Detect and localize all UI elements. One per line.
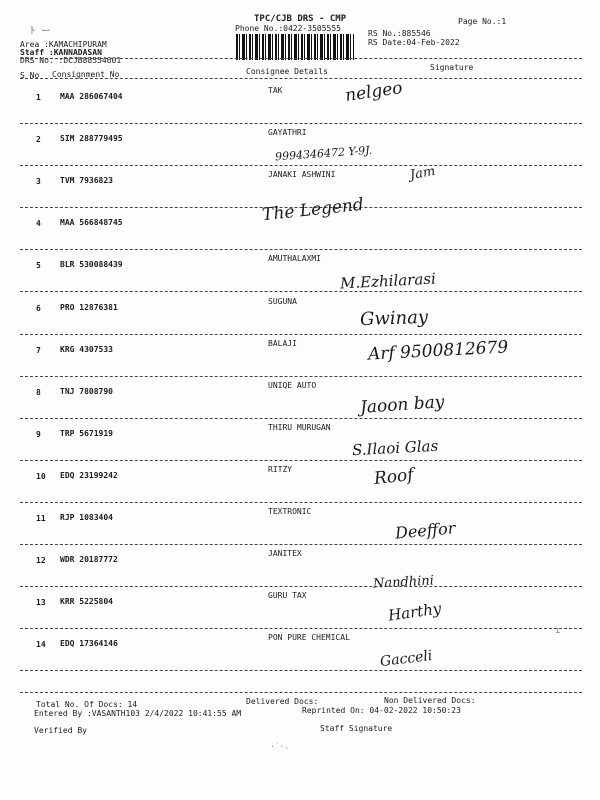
row-divider [20, 376, 582, 377]
row-consignee: SUGUNA [268, 296, 297, 306]
row-consignee: UNIQE AUTO [268, 380, 317, 390]
row-divider [20, 123, 582, 124]
row-divider [20, 670, 582, 671]
row-consignment-no: TRP 5671919 [60, 428, 113, 438]
row-sno: 13 [36, 598, 46, 608]
row-consignee: PON PURE CHEMICAL [268, 633, 350, 643]
row-sno: 10 [36, 471, 46, 481]
row-consignment-no: SIM 288779495 [60, 134, 123, 144]
row-consignee: TAK [268, 86, 283, 95]
row-sno: 11 [36, 514, 46, 523]
row-divider [20, 291, 582, 292]
col-consignment: Consignment No [52, 70, 120, 79]
row-consignment-no: EDQ 17364146 [60, 639, 118, 649]
row-divider [20, 418, 582, 419]
row-consignee: GURU TAX [268, 591, 307, 601]
row-consignee: TEXTRONIC [268, 507, 312, 516]
row-divider [20, 460, 582, 461]
row-sno: 8 [36, 387, 41, 397]
row-sno: 7 [36, 345, 41, 355]
col-signature: Signature [430, 63, 474, 72]
row-sno: 9 [36, 429, 41, 439]
ink-mark: ı [555, 626, 561, 636]
row-sno: 4 [36, 219, 41, 229]
phone-number: Phone No.:0422-3505555 [235, 24, 341, 33]
row-consignment-no: TNJ 7808790 [60, 386, 113, 396]
row-divider [20, 544, 582, 545]
page-number: Page No.:1 [458, 17, 507, 26]
row-consignee: THIRU MURUGAN [268, 422, 331, 432]
footer-divider [20, 692, 582, 693]
row-signature: Nandhini [372, 573, 435, 592]
row-divider [20, 502, 582, 503]
row-consignment-no: KRR 5225804 [60, 597, 113, 607]
row-signature: Jaoon bay [359, 391, 446, 418]
reprinted-on: Reprinted On: 04-02-2022 10:50:23 [302, 706, 461, 715]
row-sno: 14 [36, 640, 46, 650]
scan-mark: ﾄ ー [30, 26, 52, 37]
non-delivered-docs: Non Delivered Docs: [384, 696, 476, 705]
row-consignment-no: KRG 4307533 [60, 344, 113, 354]
area-label: Area :KAMACHIPURAM [20, 40, 107, 49]
row-divider [20, 586, 582, 587]
row-signature: Harthy [387, 599, 443, 625]
row-divider [20, 628, 582, 629]
staff-signature: Staff Signature [320, 724, 393, 733]
staff-label: Staff :KANNADASAN [20, 48, 102, 57]
header-divider [20, 58, 582, 59]
row-signature: 9994346472 Y-9J. [274, 143, 373, 164]
col-consignee: Consignee Details [246, 67, 328, 76]
total-docs: Total No. Of Docs: 14 [36, 700, 138, 709]
row-signature: S.Ilaoi Glas [351, 436, 439, 460]
row-consignee: JANAKI ASHWINI [268, 170, 336, 180]
row-consignment-no: BLR 530088439 [60, 260, 123, 270]
row-sno: 1 [36, 93, 41, 102]
drs-number: DRS No. :DCJB88554601 [20, 56, 122, 65]
row-divider [20, 249, 582, 250]
row-consignee: AMUTHALAXMI [268, 254, 321, 264]
row-consignee: JANITEX [268, 549, 302, 559]
row-signature: The Legend [261, 195, 365, 226]
col-sno: S No [20, 71, 40, 80]
rs-date: RS Date:04-Feb-2022 [368, 38, 460, 47]
row-signature: Roof [373, 464, 415, 489]
row-consignee: GAYATHRI [268, 128, 307, 138]
row-sno: 3 [36, 177, 41, 187]
row-signature: Deeffor [394, 518, 457, 543]
row-sno: 2 [36, 135, 41, 145]
row-consignment-no: WDR 20187772 [60, 555, 118, 565]
row-sno: 6 [36, 303, 41, 313]
row-signature: Arf 9500812679 [367, 336, 509, 365]
row-consignment-no: MAA 286067404 [60, 92, 123, 101]
row-signature: Gwinay [359, 306, 429, 330]
rs-number: RS No.:885546 [368, 29, 431, 38]
row-sno: 5 [36, 261, 41, 271]
column-divider [20, 78, 582, 79]
barcode [236, 34, 354, 60]
row-divider [20, 165, 582, 166]
row-signature: Gacceli [379, 648, 434, 671]
delivered-docs: Delivered Docs: [246, 697, 319, 706]
verified-by: Verified By [34, 726, 87, 735]
row-consignment-no: TVM 7936823 [60, 176, 113, 186]
sheet-title: TPC/CJB DRS - CMP [254, 14, 347, 24]
row-consignee: RITZY [268, 464, 293, 474]
row-consignee: BALAJI [268, 338, 297, 348]
row-consignment-no: MAA 566848745 [60, 218, 123, 228]
row-consignment-no: PRO 12876381 [60, 302, 118, 312]
row-consignment-no: EDQ 23199242 [60, 470, 118, 480]
entered-by: Entered By :VASANTH103 2/4/2022 10:41:55 AM [34, 709, 242, 718]
scan-smudge: ·˙·. [270, 742, 290, 751]
row-sno: 12 [36, 556, 46, 566]
row-divider [20, 334, 582, 335]
row-signature: nelgeo [343, 78, 404, 106]
row-signature: Jam [408, 164, 437, 184]
row-consignment-no: RJP 1083404 [60, 513, 113, 522]
row-signature: M.Ezhilarasi [339, 269, 437, 293]
